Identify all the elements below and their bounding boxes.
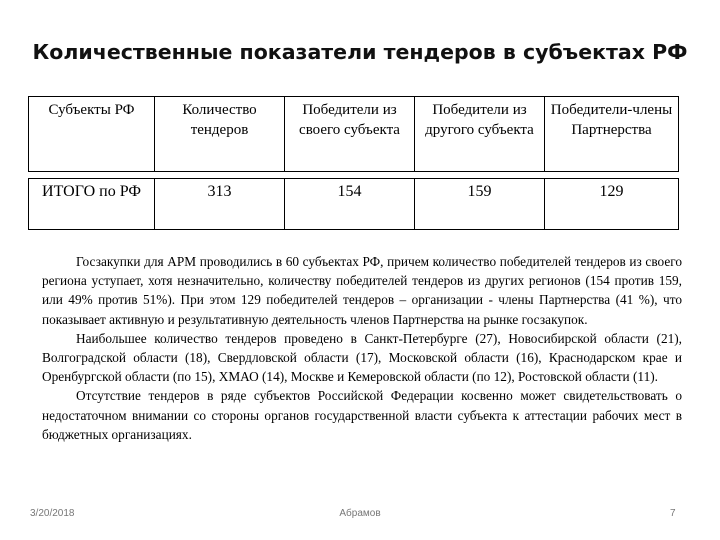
header-winners-own: Победители из своего субъекта (285, 97, 415, 172)
body-text (42, 252, 682, 444)
page-title: Количественные показатели тендеров в субъектах РФ (32, 40, 688, 64)
page-number: 7 (670, 508, 676, 519)
total-label: ИТОГО по РФ (29, 179, 155, 230)
footer-date: 3/20/2018 (30, 508, 75, 519)
header-subjects: Субъекты РФ (29, 97, 155, 172)
footer-author: Абрамов (339, 508, 381, 519)
total-winners-other: 159 (415, 179, 545, 230)
paragraph: Отсутствие тендеров в ряде субъектов Российской Федерации косвенно может свидетельствовать о недостаточном внимании со стороны органов государственной власти субъекта к аттестации рабочих мест в бюджетных организациях. (42, 388, 682, 442)
total-tender-count: 313 (155, 179, 285, 230)
header-tender-count: Количество тендеров (155, 97, 285, 172)
table-header-row (29, 97, 679, 172)
paragraph: Госзакупки для АРМ проводились в 60 субъектах РФ, причем количество победителей тендеров из своего региона уступает, хотя незначительно, количеству победителей тендеров из других регионов (154 против 159, или 49% против 51%). При этом 129 победителей тендеров – организации - члены Партнерства (41 %), что показывает активную и результативную деятельность членов Партнерства на рынке госзакупок. (42, 254, 682, 327)
header-winners-partners: Победители-члены Партнерства (545, 97, 679, 172)
paragraph: Наибольшее количество тендеров проведено в Санкт-Петербурге (27), Новосибирской области (21), Волгоградской области (18), Свердловской области (17), Московской области (16), Краснодарском крае и Оренбургской области (по 15), ХМАО (14), Москве и Кемеровской области (по 12), Ростовской области (11). (42, 330, 682, 385)
tender-stats-table (28, 96, 679, 230)
total-winners-partners: 129 (545, 179, 679, 230)
total-winners-own: 154 (285, 179, 415, 230)
table-spacer-row (29, 172, 679, 179)
header-winners-other: Победители из другого субъекта (415, 97, 545, 172)
table-row (29, 179, 679, 230)
